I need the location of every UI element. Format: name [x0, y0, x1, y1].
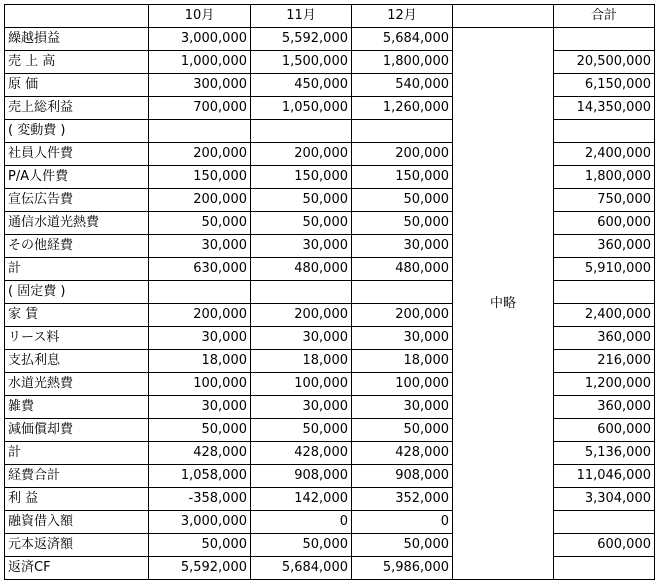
value-cell-oct[interactable]: 50,000	[149, 419, 251, 442]
value-cell-oct[interactable]	[149, 120, 251, 143]
value-cell-nov[interactable]: 1,050,000	[251, 97, 352, 120]
value-cell-nov[interactable]: 18,000	[251, 350, 352, 373]
value-cell-oct[interactable]: 100,000	[149, 373, 251, 396]
table-row	[5, 51, 655, 74]
value-cell-nov[interactable]: 5,592,000	[251, 28, 352, 51]
row-label-cell[interactable]: 売 上 高	[5, 51, 149, 74]
value-cell-dec[interactable]: 908,000	[352, 465, 453, 488]
value-cell-oct[interactable]: 630,000	[149, 258, 251, 281]
value-cell-dec[interactable]: 540,000	[352, 74, 453, 97]
header-month-dec[interactable]: 12月	[352, 5, 453, 28]
row-label-cell[interactable]: P/A人件費	[5, 166, 149, 189]
table-row	[5, 557, 655, 580]
total-cell[interactable]: 360,000	[554, 396, 655, 419]
table-row	[5, 488, 655, 511]
table-row	[5, 373, 655, 396]
row-label-cell[interactable]: リース料	[5, 327, 149, 350]
value-cell-nov[interactable]: 50,000	[251, 419, 352, 442]
value-cell-oct[interactable]: -358,000	[149, 488, 251, 511]
value-cell-oct[interactable]: 200,000	[149, 304, 251, 327]
value-cell-dec[interactable]: 0	[352, 511, 453, 534]
row-label-cell[interactable]: 元本返済額	[5, 534, 149, 557]
table-body	[5, 5, 655, 580]
row-label-cell[interactable]: 計	[5, 258, 149, 281]
total-cell[interactable]: 2,400,000	[554, 304, 655, 327]
total-cell[interactable]: 600,000	[554, 419, 655, 442]
value-cell-dec[interactable]: 50,000	[352, 189, 453, 212]
value-cell-oct[interactable]	[149, 281, 251, 304]
value-cell-dec[interactable]: 50,000	[352, 419, 453, 442]
total-cell[interactable]: 6,150,000	[554, 74, 655, 97]
value-cell-nov[interactable]: 0	[251, 511, 352, 534]
row-label-cell[interactable]: 売上総利益	[5, 97, 149, 120]
table-row	[5, 396, 655, 419]
table-row	[5, 304, 655, 327]
value-cell-nov[interactable]: 30,000	[251, 327, 352, 350]
row-label-cell[interactable]: 宣伝広告費	[5, 189, 149, 212]
header-row	[5, 5, 655, 28]
value-cell-oct[interactable]: 50,000	[149, 534, 251, 557]
value-cell-nov[interactable]	[251, 120, 352, 143]
value-cell-dec[interactable]: 200,000	[352, 304, 453, 327]
value-cell-oct[interactable]: 200,000	[149, 189, 251, 212]
value-cell-dec[interactable]: 18,000	[352, 350, 453, 373]
row-label-cell[interactable]: 利 益	[5, 488, 149, 511]
table-row	[5, 189, 655, 212]
table-row	[5, 258, 655, 281]
value-cell-dec[interactable]: 480,000	[352, 258, 453, 281]
value-cell-dec[interactable]: 150,000	[352, 166, 453, 189]
value-cell-nov[interactable]: 5,684,000	[251, 557, 352, 580]
value-cell-nov[interactable]: 50,000	[251, 189, 352, 212]
value-cell-nov[interactable]	[251, 281, 352, 304]
header-month-nov[interactable]: 11月	[251, 5, 352, 28]
value-cell-nov[interactable]: 30,000	[251, 396, 352, 419]
total-cell[interactable]: 1,800,000	[554, 166, 655, 189]
value-cell-oct[interactable]: 30,000	[149, 235, 251, 258]
table-row	[5, 143, 655, 166]
value-cell-dec[interactable]: 100,000	[352, 373, 453, 396]
total-cell[interactable]: 5,910,000	[554, 258, 655, 281]
value-cell-oct[interactable]: 30,000	[149, 396, 251, 419]
table-row	[5, 235, 655, 258]
value-cell-oct[interactable]: 428,000	[149, 442, 251, 465]
value-cell-nov[interactable]: 480,000	[251, 258, 352, 281]
value-cell-oct[interactable]: 18,000	[149, 350, 251, 373]
table-row	[5, 511, 655, 534]
total-cell[interactable]: 360,000	[554, 235, 655, 258]
row-label-cell[interactable]: ( 変動費 )	[5, 120, 149, 143]
value-cell-nov[interactable]: 142,000	[251, 488, 352, 511]
value-cell-dec[interactable]: 50,000	[352, 212, 453, 235]
value-cell-nov[interactable]: 50,000	[251, 534, 352, 557]
value-cell-nov[interactable]: 450,000	[251, 74, 352, 97]
value-cell-oct[interactable]: 1,000,000	[149, 51, 251, 74]
value-cell-dec[interactable]: 1,800,000	[352, 51, 453, 74]
header-total[interactable]: 合計	[554, 5, 655, 28]
total-cell[interactable]: 750,000	[554, 189, 655, 212]
total-cell[interactable]: 14,350,000	[554, 97, 655, 120]
table-row	[5, 120, 655, 143]
table-row	[5, 327, 655, 350]
total-cell[interactable]	[554, 281, 655, 304]
value-cell-oct[interactable]: 3,000,000	[149, 511, 251, 534]
row-label-cell[interactable]: 繰越損益	[5, 28, 149, 51]
value-cell-dec[interactable]: 30,000	[352, 235, 453, 258]
total-cell[interactable]: 20,500,000	[554, 51, 655, 74]
table-row	[5, 74, 655, 97]
value-cell-oct[interactable]: 3,000,000	[149, 28, 251, 51]
row-label-cell[interactable]: 支払利息	[5, 350, 149, 373]
header-label-cell[interactable]	[5, 5, 149, 28]
table-row	[5, 465, 655, 488]
table-row	[5, 212, 655, 235]
table-row	[5, 166, 655, 189]
value-cell-oct[interactable]: 700,000	[149, 97, 251, 120]
table-row	[5, 534, 655, 557]
value-cell-oct[interactable]: 5,592,000	[149, 557, 251, 580]
row-label-cell[interactable]: ( 固定費 )	[5, 281, 149, 304]
table-row	[5, 419, 655, 442]
value-cell-dec[interactable]: 1,260,000	[352, 97, 453, 120]
value-cell-dec[interactable]: 352,000	[352, 488, 453, 511]
row-label-cell[interactable]: 経費合計	[5, 465, 149, 488]
value-cell-nov[interactable]: 100,000	[251, 373, 352, 396]
total-cell[interactable]: 5,136,000	[554, 442, 655, 465]
value-cell-dec[interactable]: 30,000	[352, 327, 453, 350]
table-row	[5, 28, 655, 51]
row-label-cell[interactable]: 水道光熱費	[5, 373, 149, 396]
row-label-cell[interactable]: 家 賃	[5, 304, 149, 327]
total-cell[interactable]: 1,200,000	[554, 373, 655, 396]
value-cell-dec[interactable]: 200,000	[352, 143, 453, 166]
table-row	[5, 442, 655, 465]
row-label-cell[interactable]: 計	[5, 442, 149, 465]
total-cell[interactable]: 3,304,000	[554, 488, 655, 511]
value-cell-nov[interactable]: 50,000	[251, 212, 352, 235]
value-cell-dec[interactable]	[352, 120, 453, 143]
value-cell-nov[interactable]: 200,000	[251, 304, 352, 327]
value-cell-oct[interactable]: 1,058,000	[149, 465, 251, 488]
header-gap-cell[interactable]	[453, 5, 554, 28]
total-cell[interactable]: 360,000	[554, 327, 655, 350]
value-cell-dec[interactable]: 30,000	[352, 396, 453, 419]
total-cell[interactable]	[554, 28, 655, 51]
value-cell-nov[interactable]: 150,000	[251, 166, 352, 189]
total-cell[interactable]	[554, 511, 655, 534]
value-cell-oct[interactable]: 50,000	[149, 212, 251, 235]
value-cell-dec[interactable]	[352, 281, 453, 304]
value-cell-oct[interactable]: 300,000	[149, 74, 251, 97]
row-label-cell[interactable]: 通信水道光熱費	[5, 212, 149, 235]
table-row	[5, 350, 655, 373]
value-cell-dec[interactable]: 50,000	[352, 534, 453, 557]
total-cell[interactable]: 600,000	[554, 212, 655, 235]
row-label-cell[interactable]: 社員人件費	[5, 143, 149, 166]
value-cell-nov[interactable]: 908,000	[251, 465, 352, 488]
value-cell-dec[interactable]: 5,986,000	[352, 557, 453, 580]
value-cell-dec[interactable]: 5,684,000	[352, 28, 453, 51]
row-label-cell[interactable]: その他経費	[5, 235, 149, 258]
value-cell-nov[interactable]: 428,000	[251, 442, 352, 465]
value-cell-nov[interactable]: 1,500,000	[251, 51, 352, 74]
row-label-cell[interactable]: 雑費	[5, 396, 149, 419]
value-cell-oct[interactable]: 30,000	[149, 327, 251, 350]
total-cell[interactable]: 600,000	[554, 534, 655, 557]
total-cell[interactable]: 11,046,000	[554, 465, 655, 488]
value-cell-nov[interactable]: 200,000	[251, 143, 352, 166]
row-label-cell[interactable]: 融資借入額	[5, 511, 149, 534]
total-cell[interactable]	[554, 557, 655, 580]
total-cell[interactable]: 216,000	[554, 350, 655, 373]
value-cell-oct[interactable]: 200,000	[149, 143, 251, 166]
total-cell[interactable]	[554, 120, 655, 143]
value-cell-dec[interactable]: 428,000	[352, 442, 453, 465]
row-label-cell[interactable]: 減価償却費	[5, 419, 149, 442]
value-cell-nov[interactable]: 30,000	[251, 235, 352, 258]
row-label-cell[interactable]: 原 価	[5, 74, 149, 97]
header-month-oct[interactable]: 10月	[149, 5, 251, 28]
total-cell[interactable]: 2,400,000	[554, 143, 655, 166]
table-row	[5, 97, 655, 120]
omitted-columns-note[interactable]: 中略	[453, 28, 554, 580]
table-row	[5, 281, 655, 304]
value-cell-oct[interactable]: 150,000	[149, 166, 251, 189]
cashflow-table	[4, 4, 655, 580]
row-label-cell[interactable]: 返済CF	[5, 557, 149, 580]
